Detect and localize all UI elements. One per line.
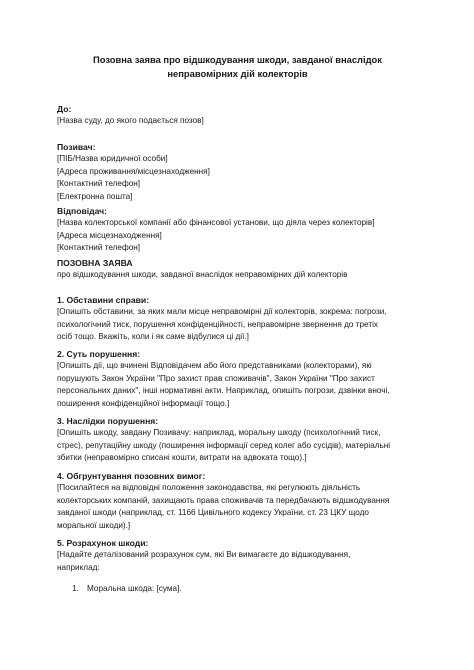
claim-subtitle: про відшкодування шкоди, завданої внаслідок неправомірних дій колекторів [57, 270, 348, 280]
title-line: неправомірних дій колекторів [167, 68, 308, 79]
section-consequences [57, 415, 419, 465]
section-text-line: наприклад: [57, 562, 100, 572]
section-text-line: колекторських компаній, захищають права споживачів та передбачають відшкодування [57, 495, 390, 505]
section-text-line: осіб тощо. Вкажіть, коли і як саме відбулися ці дії.] [57, 332, 249, 342]
defendant-line: [Назва колекторської компанії або фінансової установи, що діяла через колекторів] [57, 218, 375, 228]
plaintiff-section [57, 141, 419, 203]
section-heading: 4. Обгрунтування позовних вимог: [57, 471, 206, 481]
to-heading: До: [57, 104, 72, 114]
section-text-line: психологічний тиск, порушення конфіденційності, неправомірне звернення до третіх [57, 319, 378, 329]
document-title [60, 53, 415, 81]
section-text-line: поширення конфіденційної інформації тощо.] [57, 398, 230, 408]
section-heading: 3. Наслідки порушення: [57, 416, 159, 426]
defendant-heading: Відповідач: [57, 206, 108, 216]
plaintiff-line: [Електронна пошта] [57, 191, 133, 201]
plaintiff-heading: Позивач: [57, 142, 96, 152]
section-justification [57, 470, 419, 532]
claim-title-section [57, 257, 419, 282]
list-item [72, 583, 182, 595]
section-text-line: [Опишіть шкоду, завдану Позивачу: наприклад, моральну шкоду (психологічний тиск, [57, 428, 381, 438]
court-name-line: [Назва суду, до якого подається позов] [57, 116, 204, 126]
defendant-section [57, 205, 419, 255]
section-text-line: збитки (неправомірно списані кошти, витрати на адвоката тощо).] [57, 453, 307, 463]
section-violation [57, 348, 419, 410]
list-item-number: 1. [72, 584, 79, 593]
section-circumstances [57, 294, 419, 344]
section-text-line: [Опишіть дії, що вчинені Відповідачем або його представниками (колекторами), які [57, 361, 372, 371]
section-damage-calculation [57, 537, 419, 574]
section-text-line: завданої шкоди (наприклад, ст. 1166 Цивільного кодексу України, ст. 23 ЦКУ щодо [57, 508, 369, 518]
defendant-line: [Адреса місцезнаходження] [57, 230, 162, 240]
section-text-line: стрес), репутаційну шкоду (поширення інформації серед колег або сусідів), матеріальні [57, 440, 391, 450]
plaintiff-line: [Адреса проживання/місцезнаходження] [57, 166, 210, 176]
section-text-line: моральної шкоди).] [57, 520, 131, 530]
section-text-line: [Опишіть обставини, за яких мали місце неправомірні дії колекторів, зокрема: погрози, [57, 307, 387, 317]
section-text-line: [Посилайтеся на відповідні положення законодавства, які регулюють діяльність [57, 483, 361, 493]
section-text-line: персональних даних", інші нормативні акти. Наприклад, опишіть погрози, дзвінки вночі, [57, 386, 390, 396]
section-text-line: порушують Закон України "Про захист прав споживачів", Закон України "Про захист [57, 373, 375, 383]
plaintiff-line: [ПІБ/Назва юридичної особи] [57, 154, 168, 164]
plaintiff-line: [Контактний телефон] [57, 179, 141, 189]
claim-heading: ПОЗОВНА ЗАЯВА [57, 258, 133, 268]
section-heading: 2. Суть порушення: [57, 349, 141, 359]
defendant-line: [Контактний телефон] [57, 243, 141, 253]
title-line: Позовна заява про відшкодування шкоди, завданої внаслідок [93, 54, 382, 65]
section-heading: 5. Розрахунок шкоди: [57, 538, 149, 548]
list-item-text: Моральна шкода: [сума]. [87, 584, 182, 593]
section-text-line: [Надайте деталізований розрахунок сум, які Ви вимагаєте до відшкодування, [57, 550, 351, 560]
section-heading: 1. Обставини справи: [57, 295, 150, 305]
to-section [57, 103, 419, 128]
